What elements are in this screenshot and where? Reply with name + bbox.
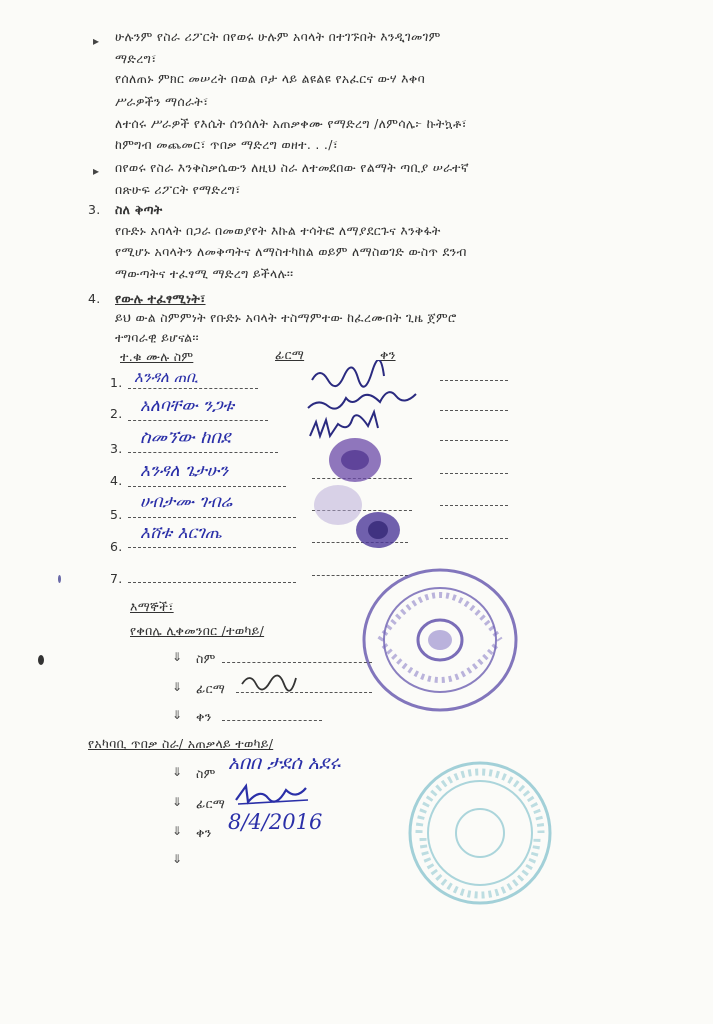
date-line (222, 720, 322, 721)
handwritten-name: አለባቸው ንጋቱ (140, 396, 234, 416)
date-line (440, 473, 508, 474)
paragraph-line: ከምግብ መጨመር፣ ጥበቃ ማድረግ ወዘተ. . ./፣ (115, 137, 339, 152)
signature-scribble (232, 780, 312, 810)
arrow-icon: ⇓ (172, 795, 183, 809)
arrow-icon: ⇓ (172, 680, 183, 694)
sign-line (236, 692, 372, 693)
paragraph-line: ይህ ውል ስምምነት የቡድኑ አባላት ተስማምተው ከፈረሙበት ጊዜ ጀምሮ (115, 310, 457, 325)
row-number: 3. (110, 441, 123, 456)
date-label: ቀን (196, 825, 212, 840)
handwritten-name: ሀብታሙ ገብሬ (140, 492, 233, 512)
handwritten-name: እንዳለ ጠቢ (134, 368, 198, 386)
paragraph-line: ለተሰሩ ሥራዎች የእሴት ሰንሰለት አጠቃቀሙ የማድረግ /ለምሳሌ፦ ኩትኳቶ፣ (115, 116, 467, 131)
date-line (440, 440, 508, 441)
row-number: 7. (110, 571, 123, 586)
column-header-name: ተ.ቁ ሙሉ ስም (120, 349, 194, 364)
column-header-date: ቀን (380, 347, 396, 362)
paragraph-line: ማድረግ፣ (115, 51, 157, 66)
name-line (222, 662, 372, 663)
row-number: 4. (110, 473, 123, 488)
bullet-icon: ▸ (93, 34, 100, 48)
name-line (128, 486, 286, 487)
date-label: ቀን (196, 709, 212, 724)
date-line (440, 380, 508, 381)
handwritten-name: አበበ ታደሰ አደሩ (228, 752, 341, 774)
signature-scribble (312, 360, 384, 387)
paragraph-line: የሚሆኑ አባላትን ለመቅጣትና ለማስተካከል ወይም ለማስወገድ ውስጥ ደንብ (115, 244, 467, 259)
signature-scribble (240, 670, 300, 692)
paragraph-line: ሁሉንም የስራ ሪፖርት በየወሩ ሁሉም አባላት በተገኙበት እንዲገመገም (115, 29, 441, 44)
office-title: የአካባቢ ጥበቃ ስራ/ አጠቃላይ ተወካይ/ (88, 736, 274, 751)
date-line (440, 538, 508, 539)
arrow-icon: ⇓ (172, 852, 183, 866)
fingerprint-stamps (300, 430, 420, 570)
official-seal (405, 758, 555, 908)
paragraph-line: ተግባራዊ ይሆናል፡፡ (115, 330, 199, 345)
official-seal (360, 565, 520, 715)
column-header-signature: ፊርማ (275, 347, 305, 362)
paragraph-line: ሥራዎችን ማሰራት፣ (115, 94, 209, 109)
name-line (128, 582, 296, 583)
handwritten-name: እሸቱ እርገጤ (140, 523, 222, 543)
name-line (128, 420, 268, 421)
row-number: 5. (110, 507, 123, 522)
name-label: ስም (196, 651, 216, 666)
handwritten-name: እንዳለ ጌታሁን (140, 461, 229, 481)
arrow-icon: ⇓ (172, 765, 183, 779)
section-number: 4. (88, 291, 101, 306)
date-line (440, 410, 508, 411)
handwritten-name: ስመኘው ከበደ (140, 427, 231, 448)
name-line (128, 517, 296, 518)
arrow-icon: ⇓ (172, 708, 183, 722)
sign-label: ፊርማ (196, 796, 226, 811)
handwritten-date: 8/4/2016 (228, 810, 323, 834)
name-line (128, 388, 258, 389)
chair-title: የቀበሌ ሊቀመንበር /ተወካይ/ (130, 623, 265, 638)
date-line (440, 505, 508, 506)
name-line (128, 452, 278, 453)
punch-hole-mark (58, 575, 61, 583)
name-line (128, 547, 296, 548)
arrow-icon: ⇓ (172, 824, 183, 838)
signature-scribble (308, 392, 416, 409)
section-number: 3. (88, 202, 101, 217)
punch-hole-mark (38, 655, 44, 665)
row-number: 1. (110, 375, 123, 390)
name-label: ስም (196, 766, 216, 781)
row-number: 6. (110, 539, 123, 554)
witnesses-title: እማኞች፣ (130, 599, 174, 614)
section-title: ስለ ቅጣት (115, 202, 163, 217)
row-number: 2. (110, 406, 123, 421)
sign-label: ፊርማ (196, 681, 226, 696)
paragraph-line: የሰለጠኑ ምክር መሠረት በወል ቦታ ላይ ልዩልዩ የአፈርና ውሃ እቀባ (115, 71, 426, 86)
paragraph-line: የቡድኑ አባላት በጋራ በመወያየት እኩል ተሳትፎ ለማያደርጉና እንቅፋት (115, 223, 441, 238)
paragraph-line: ማውጣትና ተፈፃሚ ማድረግ ይችላሉ፡፡ (115, 266, 294, 281)
paragraph-line: በጽሁፍ ሪፖርት የማድረግ፣ (115, 182, 241, 197)
arrow-icon: ⇓ (172, 650, 183, 664)
section-title: የውሉ ተፈፃሚነት፣ (115, 291, 206, 306)
bullet-icon: ▸ (93, 164, 100, 178)
paragraph-line: በየወሩ የስራ እንቅስቃሴውን ለዚህ ስራ ለተመደበው የልማት ጣቢያ ሠራተኛ (115, 160, 470, 175)
